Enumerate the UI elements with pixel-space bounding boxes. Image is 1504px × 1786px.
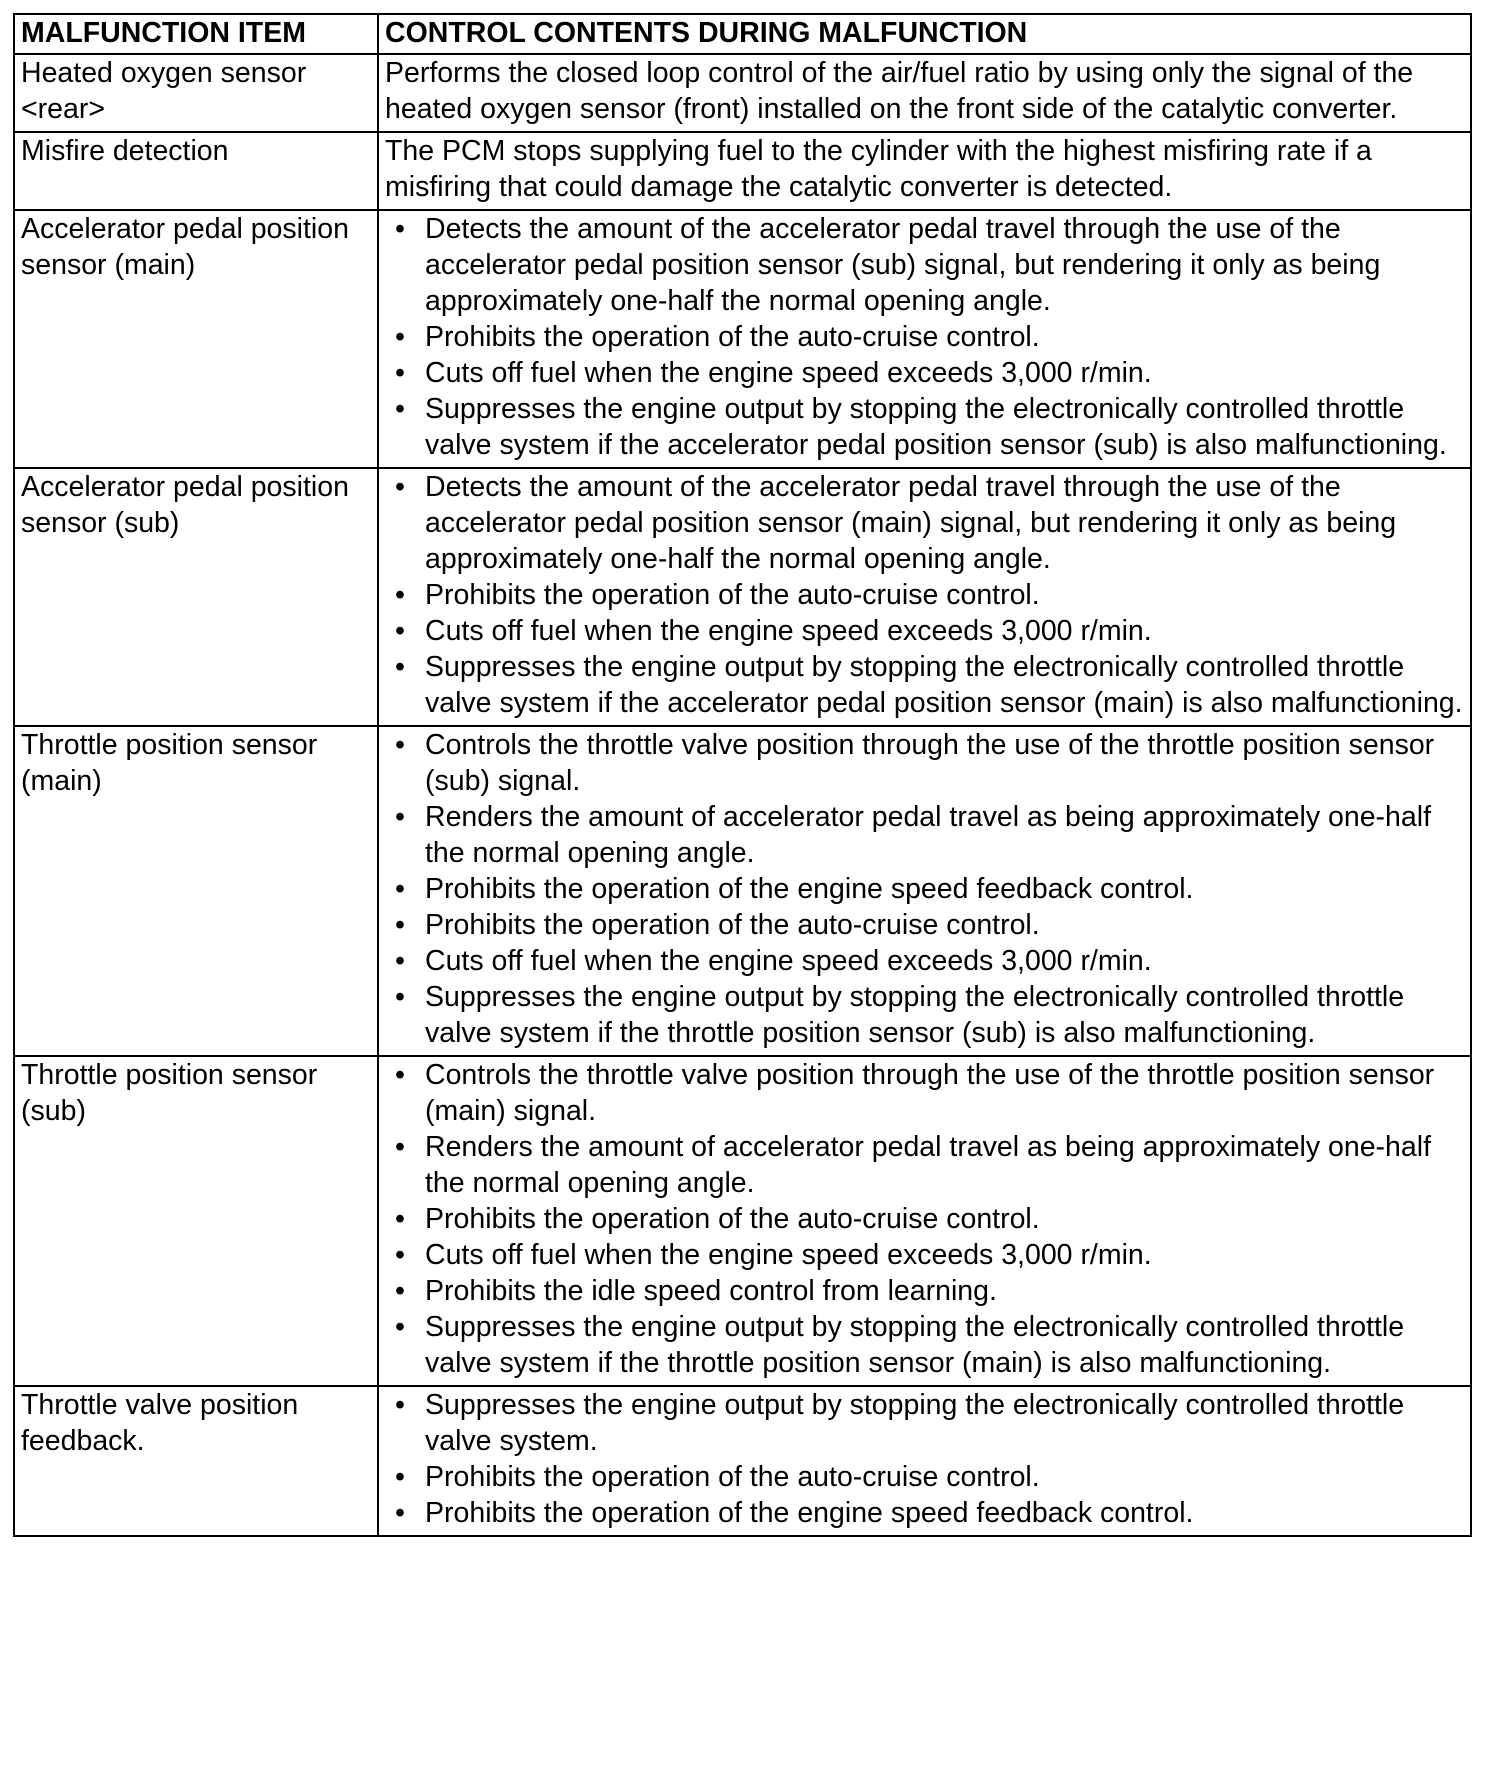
bullet-text: Controls the throttle valve position through the use of the throttle position sensor (sub) signal. [425, 729, 1435, 797]
control-contents-cell [378, 132, 1471, 210]
bullet-text: Detects the amount of the accelerator pedal travel through the use of the accelerator pedal position sensor (sub) signal, but rendering it only as being approximately one-half the normal opening angle. [425, 213, 1381, 317]
control-contents-cell [378, 210, 1471, 468]
bullet-icon: • [395, 981, 405, 1013]
bullet-icon: • [395, 579, 405, 611]
bullet-text: Cuts off fuel when the engine speed exceeds 3,000 r/min. [425, 615, 1152, 647]
header-row [14, 14, 1471, 54]
control-contents-cell [378, 1056, 1471, 1386]
table-row [14, 1386, 1471, 1536]
bullet-text: Suppresses the engine output by stopping the electronically controlled throttle valve system if the throttle position sensor (main) is also malfunctioning. [425, 1311, 1405, 1379]
control-contents-list-item [385, 799, 1464, 871]
bullet-icon: • [395, 873, 405, 905]
control-contents-list-item [385, 1273, 1464, 1309]
bullet-icon: • [395, 471, 405, 503]
control-contents-list-item [385, 1459, 1464, 1495]
bullet-text: Renders the amount of accelerator pedal travel as being approximately one-half the normal opening angle. [425, 801, 1432, 869]
header-malfunction-item: MALFUNCTION ITEM [14, 14, 378, 54]
table-header [14, 14, 1471, 54]
control-contents-list [385, 1387, 1464, 1531]
control-contents-list [385, 727, 1464, 1051]
malfunction-item-cell: Accelerator pedal position sensor (sub) [14, 468, 378, 726]
bullet-text: Prohibits the operation of the engine speed feedback control. [425, 1497, 1194, 1529]
bullet-text: Prohibits the operation of the auto-cruise control. [425, 1461, 1040, 1493]
bullet-text: Prohibits the idle speed control from learning. [425, 1275, 997, 1307]
control-contents-list-item [385, 907, 1464, 943]
bullet-text: Prohibits the operation of the auto-cruise control. [425, 321, 1040, 353]
bullet-icon: • [395, 729, 405, 761]
malfunction-item-cell: Heated oxygen sensor <rear> [14, 54, 378, 132]
control-contents-list-item [385, 1201, 1464, 1237]
malfunction-item-cell: Throttle valve position feedback. [14, 1386, 378, 1536]
bullet-icon: • [395, 1203, 405, 1235]
bullet-icon: • [395, 1131, 405, 1163]
control-contents-cell [378, 54, 1471, 132]
header-control-contents: CONTROL CONTENTS DURING MALFUNCTION [378, 14, 1471, 54]
bullet-icon: • [395, 1059, 405, 1091]
control-contents-list [385, 211, 1464, 463]
bullet-text: Prohibits the operation of the auto-cruise control. [425, 579, 1040, 611]
bullet-text: Suppresses the engine output by stopping the electronically controlled throttle valve system if the throttle position sensor (sub) is also malfunctioning. [425, 981, 1405, 1049]
table-row [14, 726, 1471, 1056]
table-row [14, 468, 1471, 726]
table-row [14, 132, 1471, 210]
control-contents-list-item [385, 1387, 1464, 1459]
bullet-text: Cuts off fuel when the engine speed exceeds 3,000 r/min. [425, 1239, 1152, 1271]
malfunction-item-cell: Throttle position sensor (main) [14, 726, 378, 1056]
control-contents-text: The PCM stops supplying fuel to the cylinder with the highest misfiring rate if a misfiring that could damage the catalytic converter is detected. [385, 135, 1372, 203]
malfunction-table [13, 13, 1472, 1537]
table-body [14, 54, 1471, 1536]
bullet-icon: • [395, 321, 405, 353]
bullet-text: Prohibits the operation of the engine speed feedback control. [425, 873, 1194, 905]
malfunction-item-cell: Throttle position sensor (sub) [14, 1056, 378, 1386]
bullet-text: Prohibits the operation of the auto-cruise control. [425, 1203, 1040, 1235]
bullet-icon: • [395, 615, 405, 647]
bullet-text: Suppresses the engine output by stopping the electronically controlled throttle valve system if the accelerator pedal position sensor (main) is also malfunctioning. [425, 651, 1463, 719]
bullet-icon: • [395, 1311, 405, 1343]
bullet-text: Suppresses the engine output by stopping the electronically controlled throttle valve system. [425, 1389, 1405, 1457]
malfunction-item-cell: Misfire detection [14, 132, 378, 210]
bullet-text: Renders the amount of accelerator pedal travel as being approximately one-half the normal opening angle. [425, 1131, 1432, 1199]
control-contents-cell [378, 468, 1471, 726]
control-contents-list-item [385, 649, 1464, 721]
control-contents-list-item [385, 355, 1464, 391]
control-contents-list-item [385, 1495, 1464, 1531]
bullet-icon: • [395, 213, 405, 245]
table-row [14, 1056, 1471, 1386]
bullet-icon: • [395, 1275, 405, 1307]
bullet-icon: • [395, 393, 405, 425]
control-contents-list-item [385, 211, 1464, 319]
bullet-text: Suppresses the engine output by stopping the electronically controlled throttle valve system if the accelerator pedal position sensor (sub) is also malfunctioning. [425, 393, 1447, 461]
bullet-text: Detects the amount of the accelerator pedal travel through the use of the accelerator pedal position sensor (main) signal, but rendering it only as being approximately one-half the normal opening angle. [425, 471, 1397, 575]
control-contents-list-item [385, 1237, 1464, 1273]
control-contents-list-item [385, 727, 1464, 799]
table-row [14, 210, 1471, 468]
malfunction-item-cell: Accelerator pedal position sensor (main) [14, 210, 378, 468]
control-contents-list-item [385, 943, 1464, 979]
control-contents-list-item [385, 871, 1464, 907]
control-contents-text: Performs the closed loop control of the air/fuel ratio by using only the signal of the heated oxygen sensor (front) installed on the front side of the catalytic converter. [385, 57, 1414, 125]
bullet-icon: • [395, 945, 405, 977]
bullet-text: Cuts off fuel when the engine speed exceeds 3,000 r/min. [425, 945, 1152, 977]
control-contents-list-item [385, 469, 1464, 577]
bullet-icon: • [395, 1239, 405, 1271]
bullet-icon: • [395, 651, 405, 683]
control-contents-list-item [385, 1129, 1464, 1201]
bullet-text: Controls the throttle valve position through the use of the throttle position sensor (main) signal. [425, 1059, 1435, 1127]
bullet-icon: • [395, 357, 405, 389]
control-contents-cell [378, 1386, 1471, 1536]
bullet-text: Prohibits the operation of the auto-cruise control. [425, 909, 1040, 941]
control-contents-list-item [385, 1309, 1464, 1381]
control-contents-list-item [385, 979, 1464, 1051]
bullet-text: Cuts off fuel when the engine speed exceeds 3,000 r/min. [425, 357, 1152, 389]
control-contents-list-item [385, 613, 1464, 649]
bullet-icon: • [395, 1461, 405, 1493]
bullet-icon: • [395, 1497, 405, 1529]
control-contents-list [385, 469, 1464, 721]
control-contents-list-item [385, 391, 1464, 463]
control-contents-cell [378, 726, 1471, 1056]
control-contents-list-item [385, 1057, 1464, 1129]
control-contents-list [385, 1057, 1464, 1381]
table-row [14, 54, 1471, 132]
control-contents-list-item [385, 319, 1464, 355]
bullet-icon: • [395, 1389, 405, 1421]
bullet-icon: • [395, 909, 405, 941]
bullet-icon: • [395, 801, 405, 833]
control-contents-list-item [385, 577, 1464, 613]
